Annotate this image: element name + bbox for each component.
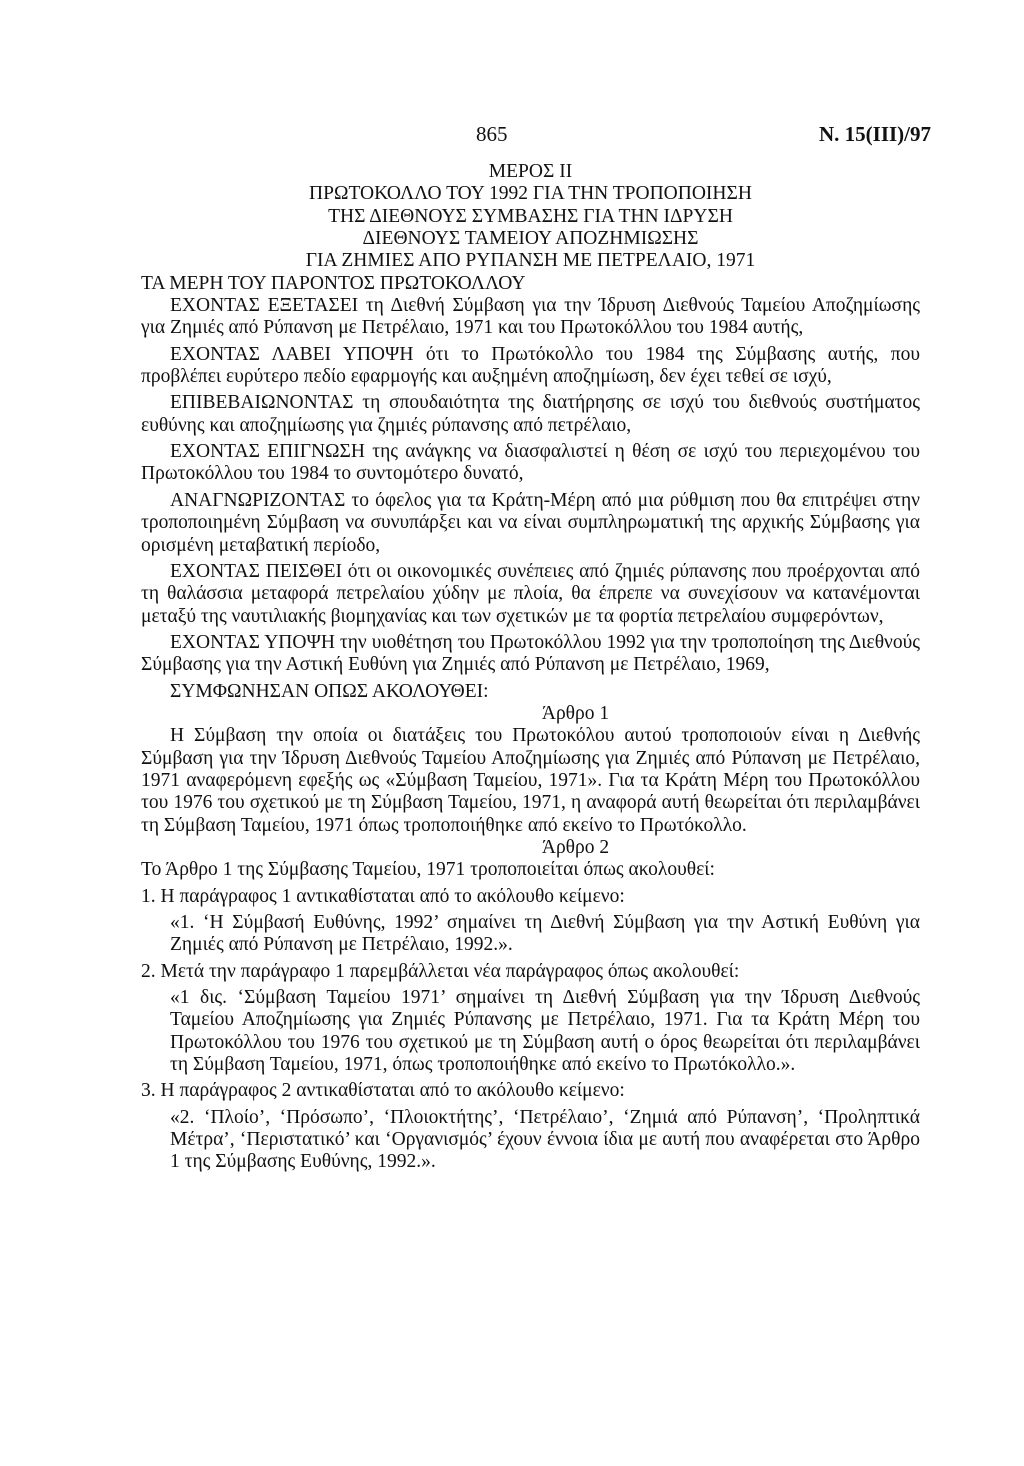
- part-heading: ΜΕΡΟΣ ΙΙ: [488, 161, 573, 182]
- list-item: 2. Μετά την παράγραφο 1 παρεμβάλλεται νέα παράγραφος όπως ακολουθεί:: [141, 960, 740, 982]
- article-2-intro: Το Άρθρο 1 της Σύμβασης Ταμείου, 1971 τροποποιείται όπως ακολουθεί:: [141, 859, 715, 881]
- quoted-text: «1. ‘Η Σύμβασή Ευθύνης, 1992’ σημαίνει τη Διεθνή Σύμβαση για την Αστική Ευθύνη για Ζημιές από Ρύπανση με Πετρέλαιο, 1992.».: [170, 912, 920, 956]
- quoted-text: «1 δις. ‘Σύμβαση Ταμείου 1971’ σημαίνει τη Διεθνή Σύμβαση για την Ίδρυση Διεθνούς Ταμείου Αποζημίωσης για Ζημιές Ρύπανσης με Πετρέλαιο, 1971. Για τα Κράτη Μέρη του Πρωτοκόλλου του 1976 του σχετικού με τη Σύμβαση αυτή ο όρος θεωρείται ότι περιλαμβάνει τη Σύμβαση Ταμείου, 1971, όπως τροποποιήθηκε από εκείνο το Πρωτόκολλο.».: [170, 987, 920, 1076]
- preamble-paragraph: ΑΝΑΓΝΩΡΙΖΟΝΤΑΣ το όφελος για τα Κράτη-Μέρη από μια ρύθμιση που θα επιτρέψει στην τροποποιημένη Σύμβαση να συνυπάρξει και να είναι συμπληρωματική της αρχικής Σύμβασης για ορισμένη μεταβατική περίοδο,: [141, 489, 920, 556]
- preamble-paragraph: ΕΧΟΝΤΑΣ ΕΞΕΤΑΣΕΙ τη Διεθνή Σύμβαση για την Ίδρυση Διεθνούς Ταμείου Αποζημίωσης για Ζημιές από Ρύπανση με Πετρέλαιο, 1971 και του Πρωτοκόλλου του 1984 αυτής,: [141, 295, 920, 339]
- page-number: 865: [476, 122, 508, 146]
- title-line-2: ΤΗΣ ΔΙΕΘΝΟΥΣ ΣΥΜΒΑΣΗΣ ΓΙΑ ΤΗΝ ΙΔΡΥΣΗ: [328, 205, 733, 227]
- quoted-text: «2. ‘Πλοίο’, ‘Πρόσωπο’, ‘Πλοιοκτήτης’, ‘Πετρέλαιο’, ‘Ζημιά από Ρύπανση’, ‘Προληπτικά Μέτρα’, ‘Περιστατικό’ και ‘Οργανισμός’ έχουν έννοια ίδια με αυτή που αναφέρεται στο Άρθρο 1 της Σύμβασης Ευθύνης, 1992.».: [170, 1106, 920, 1173]
- preamble-paragraph: ΕΧΟΝΤΑΣ ΛΑΒΕΙ ΥΠΟΨΗ ότι το Πρωτόκολλο του 1984 της Σύμβασης αυτής, που προβλέπει ευρύτερο πεδίο εφαρμογής και αυξημένη αποζημίωση, δεν έχει τεθεί σε ισχύ,: [141, 343, 920, 388]
- preamble-paragraph: ΕΧΟΝΤΑΣ ΕΠΙΓΝΩΣΗ της ανάγκης να διασφαλιστεί η θέση σε ισχύ του περιεχομένου του Πρωτοκόλλου του 1984 το συντομότερο δυνατό,: [141, 441, 920, 485]
- preamble-paragraph: ΕΧΟΝΤΑΣ ΠΕΙΣΘΕΙ ότι οι οικονομικές συνέπειες από ζημιές ρύπανσης που προέρχονται από τη θαλάσσια μεταφορά πετρελαίου χύδην με πλοία, θα έπρεπε να συνεχίσουν να κατανέμονται μεταξύ της ναυτιλιακής βιομηχανίας και των σχετικών με τα φορτία πετρελαίου συμφερόντων,: [141, 560, 920, 627]
- article-1-heading: Άρθρο 1: [541, 702, 610, 724]
- list-item: 3. Η παράγραφος 2 αντικαθίσταται από το ακόλουθο κείμενο:: [141, 1080, 625, 1102]
- agreed-line: ΣΥΜΦΩΝΗΣΑΝ ΟΠΩΣ ΑΚΟΛΟΥΘΕΙ:: [170, 680, 489, 702]
- list-item: 1. Η παράγραφος 1 αντικαθίσταται από το ακόλουθο κείμενο:: [141, 885, 625, 907]
- article-1-text: Η Σύμβαση την οποία οι διατάξεις του Πρωτοκόλου αυτού τροποποιούν είναι η Διεθνής Σύμβαση για την Ίδρυση Διεθνούς Ταμείου Αποζημίωσης για Ζημιές από Ρύπανση με Πετρέλαιο, 1971 αναφερόμενη εφεξής ως «Σύμβαση Ταμείου, 1971». Για τα Κράτη Μέρη του Πρωτοκόλλου του 1976 του σχετικού με τη Σύμβαση Ταμείου, 1971, η αναφορά αυτή θεωρείται ότι περιλαμβάνει τη Σύμβαση Ταμείου, 1971 όπως τροποποιήθηκε από εκείνο το Πρωτόκολλο.: [141, 725, 920, 836]
- article-2-heading: Άρθρο 2: [541, 836, 610, 858]
- parties-line: ΤΑ ΜΕΡΗ ΤΟΥ ΠΑΡΟΝΤΟΣ ΠΡΩΤΟΚΟΛΛΟΥ: [141, 272, 526, 294]
- title-line-4: ΓΙΑ ΖΗΜΙΕΣ ΑΠΟ ΡΥΠΑΝΣΗ ΜΕ ΠΕΤΡΕΛΑΙΟ, 1971: [305, 250, 756, 272]
- law-reference: Ν. 15(ΙΙΙ)/97: [819, 122, 932, 146]
- document-body: [141, 161, 920, 1174]
- title-line-3: ΔΙΕΘΝΟΥΣ ΤΑΜΕΙΟΥ ΑΠΟΖΗΜΙΩΣΗΣ: [362, 228, 699, 250]
- preamble-paragraph: ΕΧΟΝΤΑΣ ΥΠΟΨΗ την υιοθέτηση του Πρωτοκόλλου 1992 για την τροποποίηση της Διεθνούς Σύμβασης για την Αστική Ευθύνη για Ζημιές από Ρύπανση με Πετρέλαιο, 1969,: [141, 631, 920, 676]
- preamble-paragraph: ΕΠΙΒΕΒΑΙΩΝΟΝΤΑΣ τη σπουδαιότητα της διατήρησης σε ισχύ του διεθνούς συστήματος ευθύνης και αποζημίωσης για ζημιές ρύπανσης από πετρέλαιο,: [141, 392, 920, 436]
- title-line-1: ΠΡΩΤΟΚΟΛΛΟ ΤΟΥ 1992 ΓΙΑ ΤΗΝ ΤΡΟΠΟΠΟΙΗΣΗ: [309, 183, 752, 205]
